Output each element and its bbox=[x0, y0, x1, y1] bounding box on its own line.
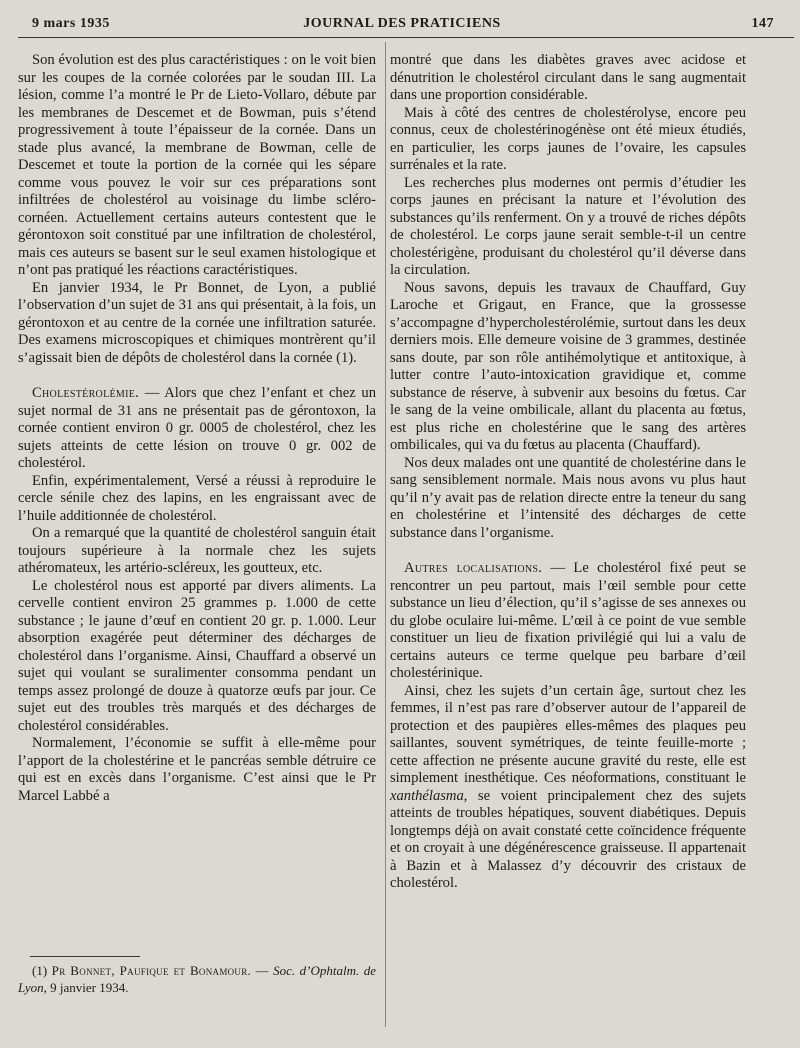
footnote-rule bbox=[30, 956, 140, 957]
footnote: (1) Pr Bonnet, Paufique et Bonamour. — Soc. d’Ophtalm. de Lyon, 9 janvier 1934. bbox=[18, 963, 376, 995]
paragraph-autres-localisations: Autres localisations. — Le cholestérol fixé peut se rencontrer un peu partout, mais l’œil semble pour cette substance un lieu d’élection, qu’il s’agisse de ses annexes ou du globe oculaire lui-même. L’œil à ce point de vue semble constituer un lieu de fixation privilégié qui lui a valu de certains auteurs ce terme quelque peu barbare d’œil cholestérinique. bbox=[390, 560, 746, 681]
column-divider bbox=[385, 42, 386, 1027]
footnote-authors: Pr Bonnet, Paufique et Bonamour. bbox=[51, 963, 252, 978]
right-column bbox=[390, 52, 746, 893]
paragraph: Le cholestérol nous est apporté par divers aliments. La cervelle contient environ 25 grammes p. 1.000 de cette substance ; le jaune d’œuf en contient 20 gr. p. 1.000. Leur absorption exagérée peut déterminer des décharges de cholestérol dans l’organisme. Ainsi, Chauffard a observé un sujet qui voulant se suralimenter consomma pendant un temps assez prolongé de douze à quatorze œufs par jour. Ce sujet eut des troubles très marqués et des décharges de cholestérol considérables. bbox=[18, 577, 376, 734]
paragraph: montré que dans les diabètes graves avec acidose et dénutrition le cholestérol circulant dans le sang augmentait dans une proportion considérable. bbox=[390, 52, 746, 103]
paragraph: Son évolution est des plus caractéristiques : on le voit bien sur les coupes de la cornée colorées par le soudan III. La lésion, comme l’a montré le Pr de Lieto-Vollaro, débute par les membranes de Descemet et de Bowman, puis s’étend progressivement à toute l’épaisseur de la cornée. Dans un stade plus avancé, la membrane de Bowman, celle de Descemet et toute la portion de la cornée qui les sépare comme vous pouvez le voir sur ces préparations sont infiltrées de cholestérol au voisinage du limbe scléro-cornéen. Actuellement certains auteurs contestent que le gérontoxon soit constitué par une infiltration de cholestérol, mais ces auteurs se basent sur le seul examen histologique et n’ont pas pratiqué les réactions caractéristiques. bbox=[18, 52, 376, 278]
page-number: 147 bbox=[751, 16, 774, 31]
paragraph: Les recherches plus modernes ont permis d’étudier les corps jaunes en précisant la nature et l’évolution des substances qu’ils renferment. On y a trouvé de riches dépôts de cholestérol. Le corps jaune serait semble-t-il un centre cholestérigène, produisant du cholestérol qu’il déverse dans la circulation. bbox=[390, 174, 746, 278]
paragraph: Enfin, expérimentalement, Versé a réussi à reproduire le cercle sénile chez des lapins, en les engraissant avec de l’huile additionnée de cholestérol. bbox=[18, 472, 376, 524]
section-heading: Cholestérolémie. bbox=[32, 385, 140, 401]
paragraph: On a remarqué que la quantité de cholestérol sanguin était toujours supérieure à la normale chez les sujets athéromateux, les artério-scléreux, les goutteux, etc. bbox=[18, 525, 376, 576]
paragraph: Nos deux malades ont une quantité de cholestérine dans le sang sensiblement normale. Mais nous avons vu plus haut qu’il n’y avait pas de relation directe entre la teneur du sang en cholestérine et l’intensité des décharges de cette substance dans l’organisme. bbox=[390, 454, 746, 541]
paragraph: Normalement, l’économie se suffit à elle-même pour l’apport de la cholestérine et le pancréas semble détruire ce qui est en excès dans l’organisme. C’est ainsi que le Pr Marcel Labbé a bbox=[18, 735, 376, 804]
xanthelasma-term: xanthélasma bbox=[390, 787, 464, 804]
issue-date: 9 mars 1935 bbox=[32, 16, 110, 31]
running-header bbox=[30, 14, 774, 36]
paragraph: En janvier 1934, le Pr Bonnet, de Lyon, a publié l’observation d’un sujet de 31 ans qui présentait, à la fois, un gérontoxon et au centre de la cornée une infiltration saturée. Des examens microscopiques et chimiques montrèrent qu’il s’agissait bien de dépôts de cholestérol dans la cornée (1). bbox=[18, 279, 376, 366]
footnote-journal: Soc. d’Ophtalm. de Lyon, bbox=[18, 963, 376, 995]
left-column bbox=[18, 52, 376, 805]
journal-title: JOURNAL DES PRATICIENS bbox=[303, 16, 501, 31]
header-rule bbox=[18, 37, 794, 38]
paragraph: Nous savons, depuis les travaux de Chauffard, Guy Laroche et Grigaut, en France, que la grossesse s’accompagne d’hypercholestérolémie, surtout dans les deux derniers mois. Elle demeure voisine de 3 grammes, destinée sans doute, par son rôle antihémolytique et antitoxique, à lutter contre l’auto-intoxication gravidique et, comme substance de réserve, à subvenir aux besoins du fœtus. Car le sang de la veine ombilicale, allant du placenta au fœtus, est plus riche en cholestérine que le sang des artères ombilicales, qui va du fœtus au placenta (Chauffard). bbox=[390, 279, 746, 453]
section-heading: Autres localisations. bbox=[404, 560, 543, 576]
paragraph-cholesterolemie: Cholestérolémie. — Alors que chez l’enfant et chez un sujet normal de 31 ans ne présentait pas de gérontoxon, la cornée contient environ 0 gr. 0005 de cholestérol, chez les sujets atteints de cette lésion on trouve 0 gr. 002 de cholestérol. bbox=[18, 385, 376, 471]
paragraph: Mais à côté des centres de cholestérolyse, encore peu connus, ceux de cholestérinogénèse ont été mieux étudiés, en particulier, les corps jaunes de l’ovaire, les capsules surrénales et la rate. bbox=[390, 104, 746, 173]
paragraph: Ainsi, chez les sujets d’un certain âge, surtout chez les femmes, il n’est pas rare d’observer autour de l’appareil de protection et des paupières elles-mêmes des plaques peu saillantes, souvent symétriques, de teinte feuille-morte ; cette affection ne présente aucune gravité du reste, elle est simplement inesthétique. Ces néoformations, constituant le xanthélasma, se voient principalement chez des sujets atteints de troubles hépatiques, souvent diabétiques. Depuis longtemps déjà on avait constaté cette coïncidence fréquente et on croyait à une dégénérescence graisseuse. Il appartenait à Bazin et à Malassez d’y découvrir des cristaux de cholestérol. bbox=[390, 682, 746, 891]
